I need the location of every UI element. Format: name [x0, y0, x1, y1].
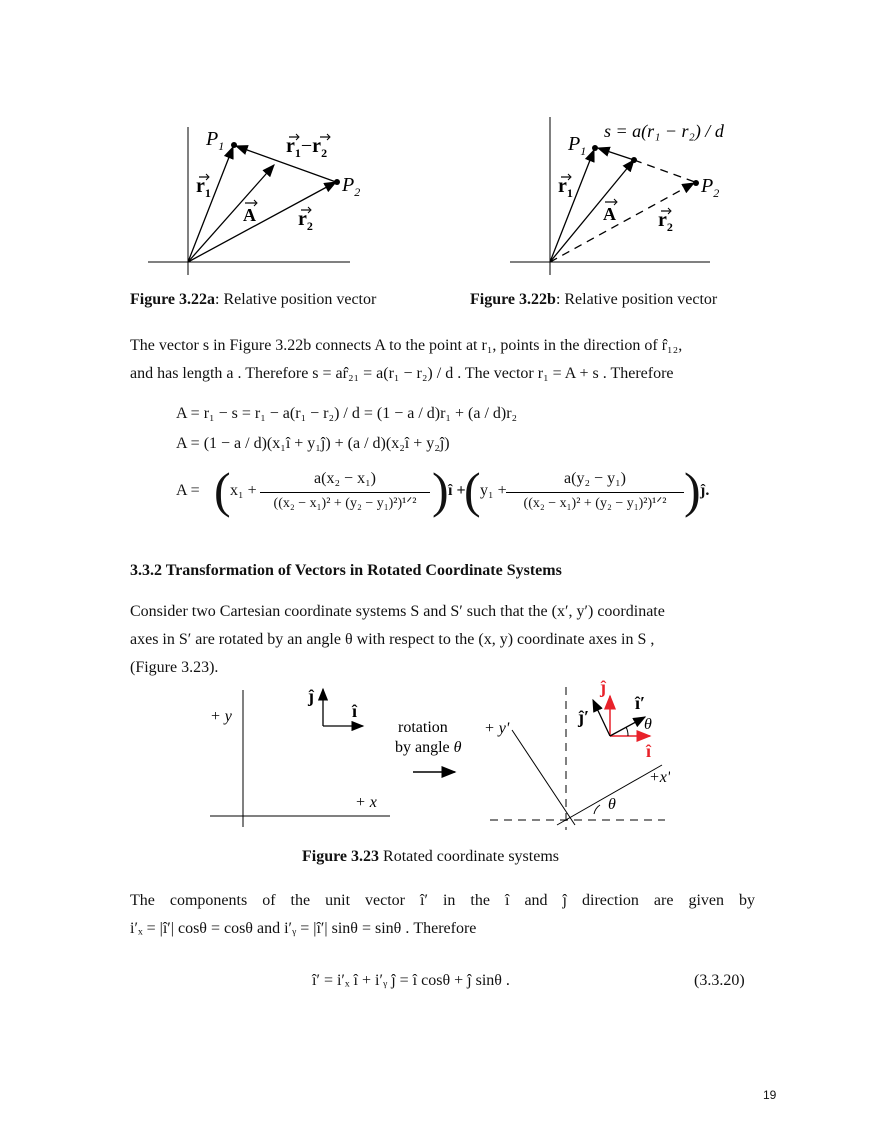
- r1-vector: [188, 147, 233, 262]
- s-vector: [598, 148, 634, 160]
- x-prime-axis: [557, 765, 662, 825]
- svg-text:r1: $r_1$: [558, 175, 573, 200]
- para1-line1: The vector s in Figure 3.22b connects A to the point at r₁, points in the direction of r̂₁₂,: [130, 337, 683, 354]
- figure-3-22b: [500, 112, 740, 275]
- svg-text:+x': +x': [649, 769, 670, 786]
- equation-3: A = ( x₁ + a(x₂ − x₁) ((x₂ − x₁)² + (y₂ − y₁)²)¹ᐟ² ) î + ( y₁ + a(y₂ − y₁) ((x₂ − x₁)² + (y₂ − y₁)²)¹ᐟ² ) ĵ.: [176, 462, 710, 518]
- a-label: A: [243, 205, 256, 225]
- para1-line2: and has length a . Therefore s = ar̂₂₁ = a(r₁ − r₂) / d . The vector r₁ = A + s . Therefore: [130, 365, 674, 382]
- final-equation: î′ = i′ₓ î + i′ᵧ ĵ = î cosθ + ĵ sinθ .: [312, 972, 510, 989]
- p2-point: [334, 179, 340, 185]
- figure-3-22a-caption: Figure 3.22a: Relative position vector: [130, 291, 377, 308]
- svg-text:ĵ: ĵ: [308, 686, 314, 706]
- svg-text:rotation: rotation: [398, 719, 448, 736]
- page-number: 19: [763, 1088, 777, 1102]
- svg-text:by angleθ: by angle θ: [395, 739, 462, 756]
- figure-3-22b-caption: Figure 3.22b: Relative position vector: [470, 291, 718, 308]
- svg-text:A: A: [603, 204, 616, 224]
- para2-line1: The components of the unit vector î′ in the î and ĵ direction are given by: [130, 892, 755, 909]
- svg-text:ĵ: ĵ: [600, 677, 606, 697]
- svg-text:+ x: + x: [355, 794, 377, 811]
- svg-text:r2: $r_2$: [658, 209, 673, 234]
- paragraph-2: [130, 887, 755, 943]
- svg-text:θ: θ: [608, 796, 616, 813]
- eq3-y1: y₁ +: [480, 482, 507, 499]
- svg-text:P1: $P_1$: [568, 133, 587, 158]
- svg-text:î: î: [646, 741, 652, 761]
- svg-text:î′: î′: [635, 693, 646, 713]
- svg-text:î: î: [352, 701, 358, 721]
- section-heading: 3.3.2 Transformation of Vectors in Rotated Coordinate Systems: [130, 562, 562, 579]
- r1-vector: [550, 150, 594, 262]
- eq3-den2: ((x₂ − x₁)² + (y₂ − y₁)²)¹ᐟ²: [523, 496, 667, 511]
- p1-point: [231, 142, 237, 148]
- p2-label: $P_2$: [342, 174, 361, 199]
- figure-3-23-caption: Figure 3.23 Rotated coordinate systems: [302, 848, 559, 865]
- r1-label: $r_1$: [196, 175, 211, 200]
- para2-line2: i′ₓ = |î′| cosθ = cosθ and i′ᵧ = |î′| sinθ = sinθ . Therefore: [130, 920, 477, 937]
- section-line1: Consider two Cartesian coordinate systems S and S′ such that the (x′, y′) coordinate: [130, 603, 665, 620]
- svg-text:ĵ′: ĵ′: [578, 707, 590, 727]
- section-line3: (Figure 3.23).: [130, 659, 219, 676]
- svg-text:+ y: + y: [210, 708, 232, 725]
- top-formula: s = a(r₁ − r₂) / d: [604, 121, 724, 141]
- figure-3-22a: [140, 115, 370, 275]
- svg-text:+ y': + y': [484, 720, 510, 737]
- eq3-num1: a(x₂ − x₁): [314, 470, 376, 487]
- r2-label: $r_2$: [298, 208, 313, 233]
- paragraph-1: [130, 332, 755, 388]
- equation-2: A = (1 − a / d)(x₁î + y₁ĵ) + (a / d)(x₂î + y₂ĵ): [176, 435, 450, 452]
- svg-text:P2: $P_2$: [701, 175, 720, 200]
- eq3-x1: x₁ +: [230, 482, 257, 499]
- eq3-i: î +: [448, 482, 466, 499]
- section-line2: axes in S′ are rotated by an angle θ with respect to the (x, y) coordinate axes in S ,: [130, 631, 655, 648]
- figure-3-23: [200, 675, 670, 835]
- diff-label: $r_1-r_2$: [286, 135, 328, 160]
- equation-1: A = r₁ − s = r₁ − a(r₁ − r₂) / d = (1 − a / d)r₁ + (a / d)r₂: [176, 405, 518, 422]
- svg-text:θ: θ: [644, 716, 652, 733]
- eq3-j: ĵ.: [700, 482, 710, 499]
- dashed-connector: [634, 160, 695, 182]
- p1-label: $P_1$: [206, 128, 225, 153]
- equation-number: (3.3.20): [694, 972, 745, 989]
- section-paragraph: [130, 598, 755, 682]
- eq3-den1: ((x₂ − x₁)² + (y₂ − y₁)²)¹ᐟ²: [273, 496, 417, 511]
- j-prime-vector: [593, 700, 610, 736]
- eq3-lhs: A =: [176, 482, 200, 499]
- eq3-num2: a(y₂ − y₁): [564, 470, 626, 487]
